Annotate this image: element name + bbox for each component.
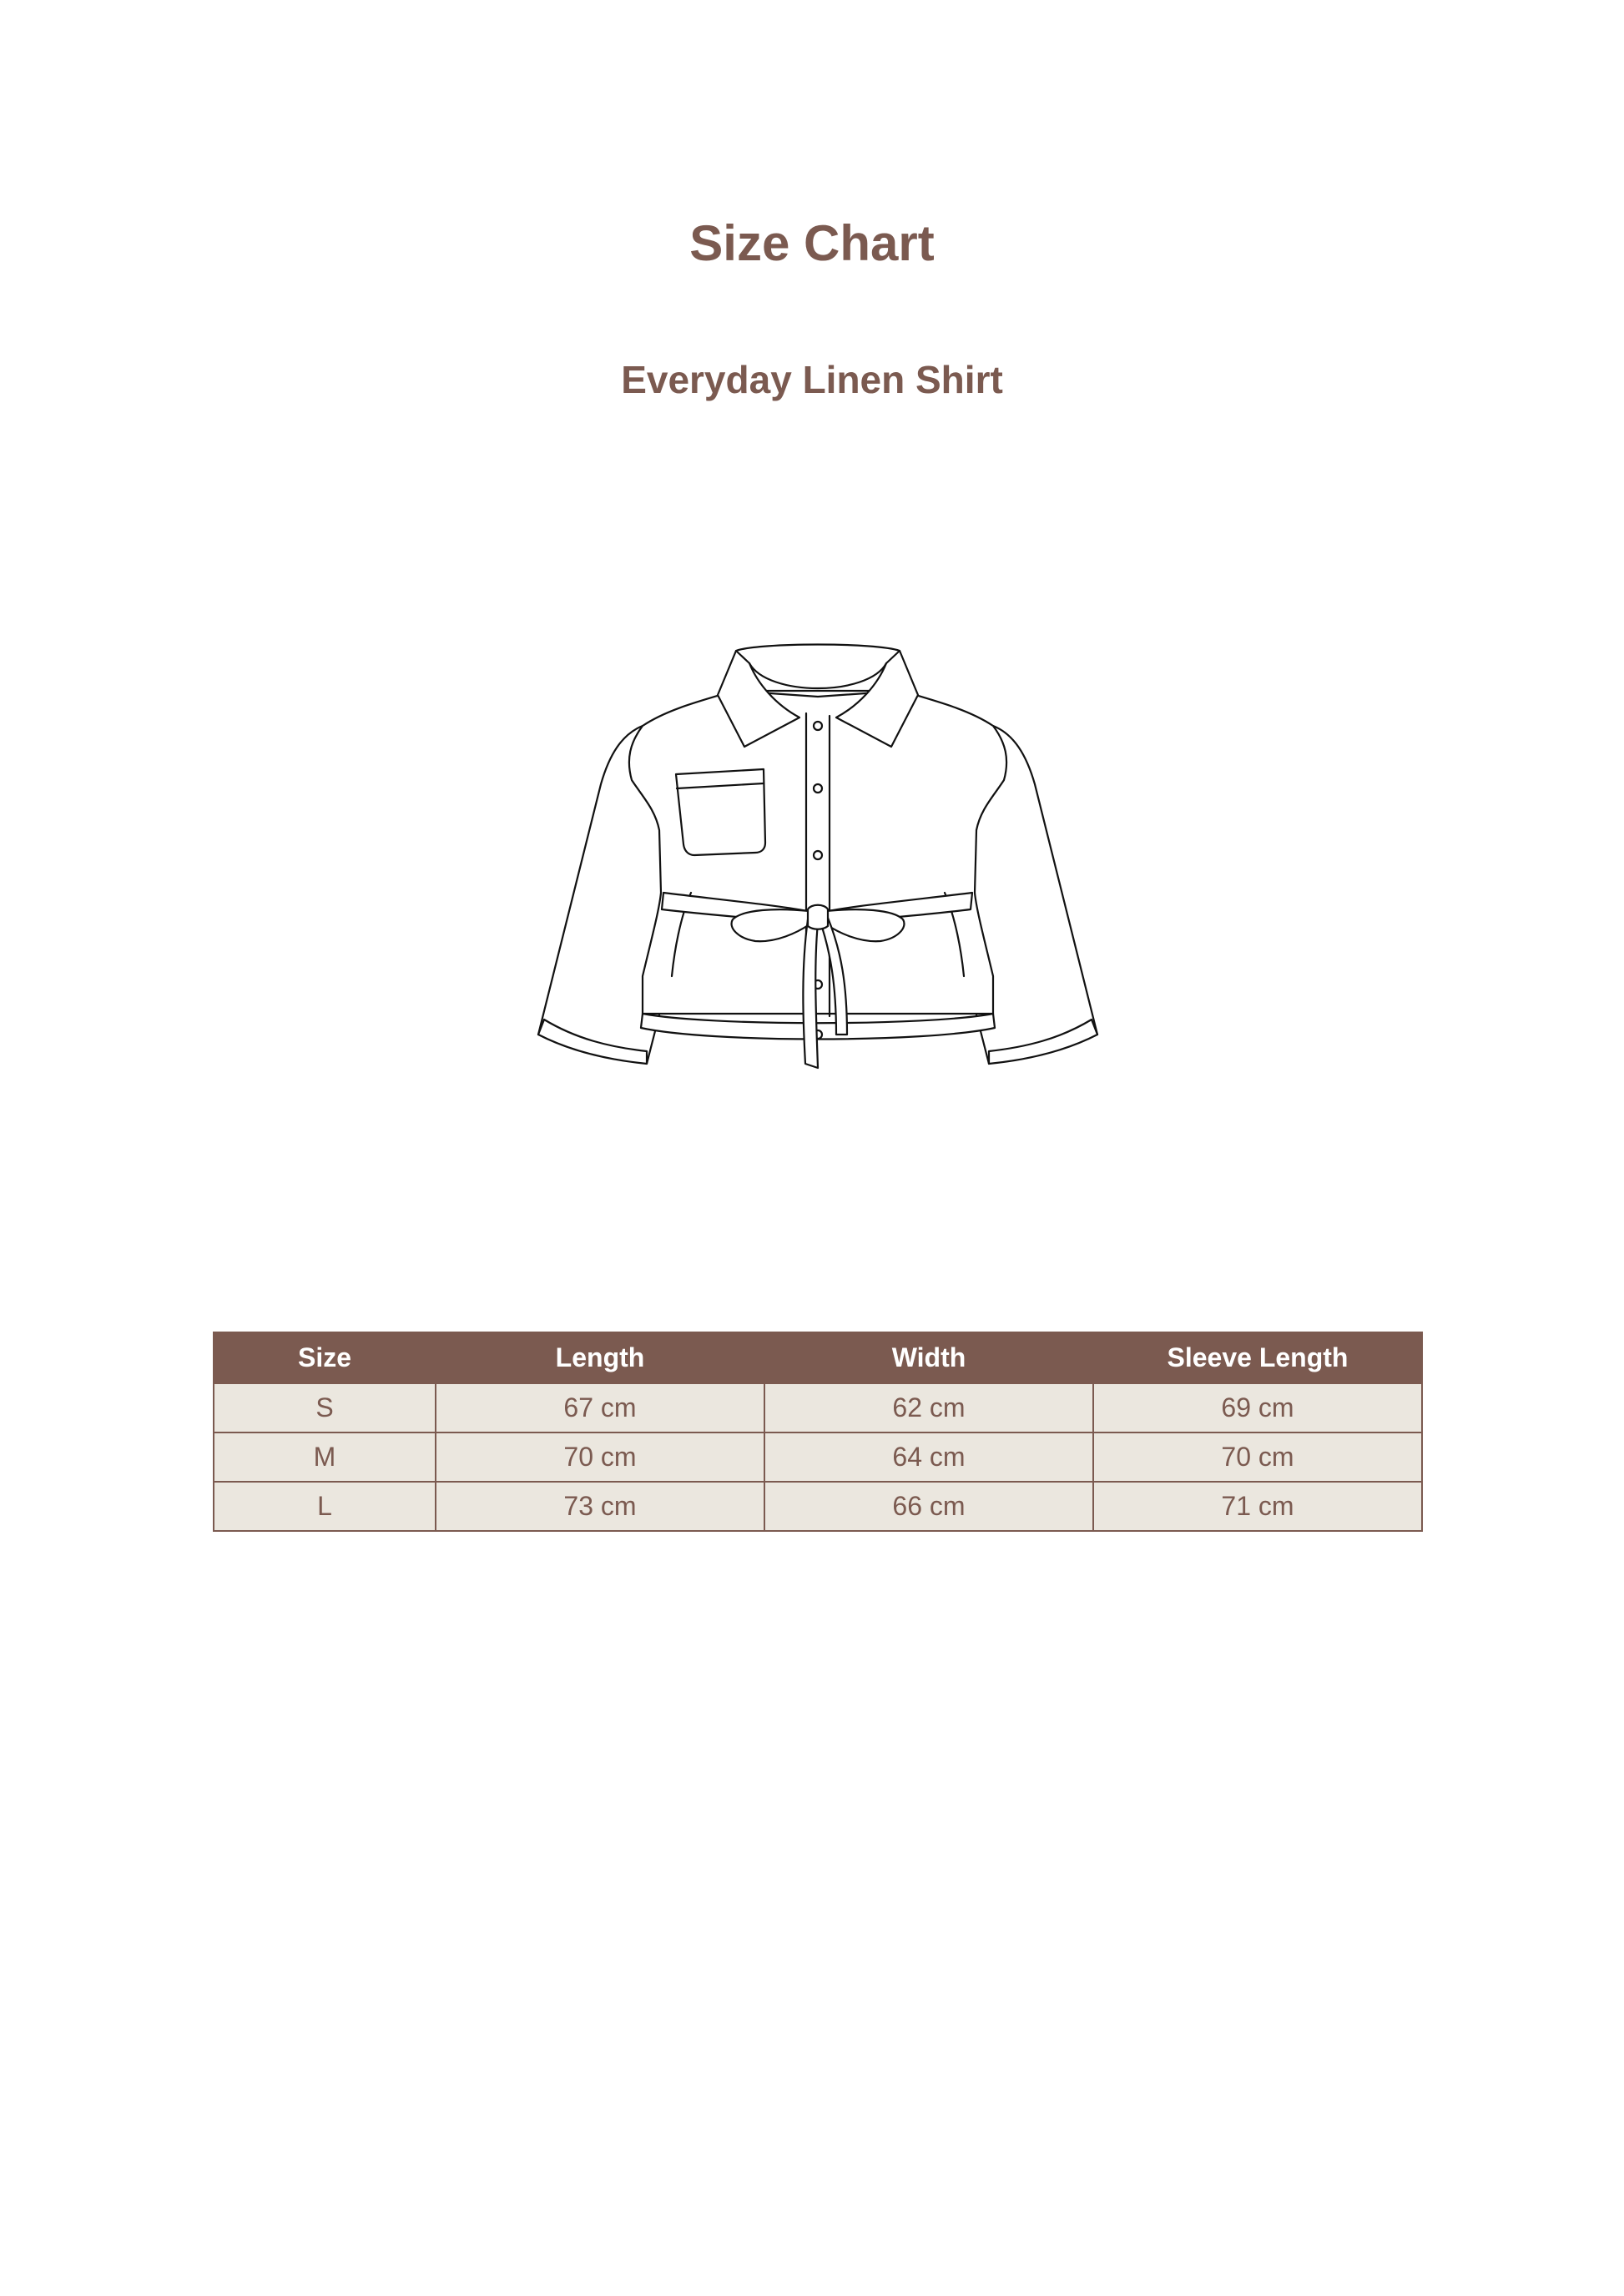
cell-width: 66 cm [764,1482,1093,1531]
chest-pocket [676,769,765,855]
table-row [214,1383,1422,1432]
cell-sleeve-length: 69 cm [1093,1383,1422,1432]
header-size: Size [214,1332,436,1383]
cell-sleeve-length: 71 cm [1093,1482,1422,1531]
bow-knot [808,905,828,929]
size-table-header [214,1332,1422,1383]
cell-width: 62 cm [764,1383,1093,1432]
table-row [214,1432,1422,1482]
cell-length: 73 cm [436,1482,764,1531]
size-table [213,1332,1423,1532]
shirt-illustration-icon [526,617,1110,1135]
page-title: Size Chart [689,215,935,271]
bow-tail-left [803,919,818,1068]
header-sleeve-length: Sleeve Length [1093,1332,1422,1383]
cell-length: 70 cm [436,1432,764,1482]
cell-size: S [214,1383,436,1432]
product-name: Everyday Linen Shirt [621,358,1003,401]
header-length: Length [436,1332,764,1383]
table-row [214,1482,1422,1531]
cell-width: 64 cm [764,1432,1093,1482]
cell-size: M [214,1432,436,1482]
cell-size: L [214,1482,436,1531]
header-width: Width [764,1332,1093,1383]
cell-sleeve-length: 70 cm [1093,1432,1422,1482]
cell-length: 67 cm [436,1383,764,1432]
